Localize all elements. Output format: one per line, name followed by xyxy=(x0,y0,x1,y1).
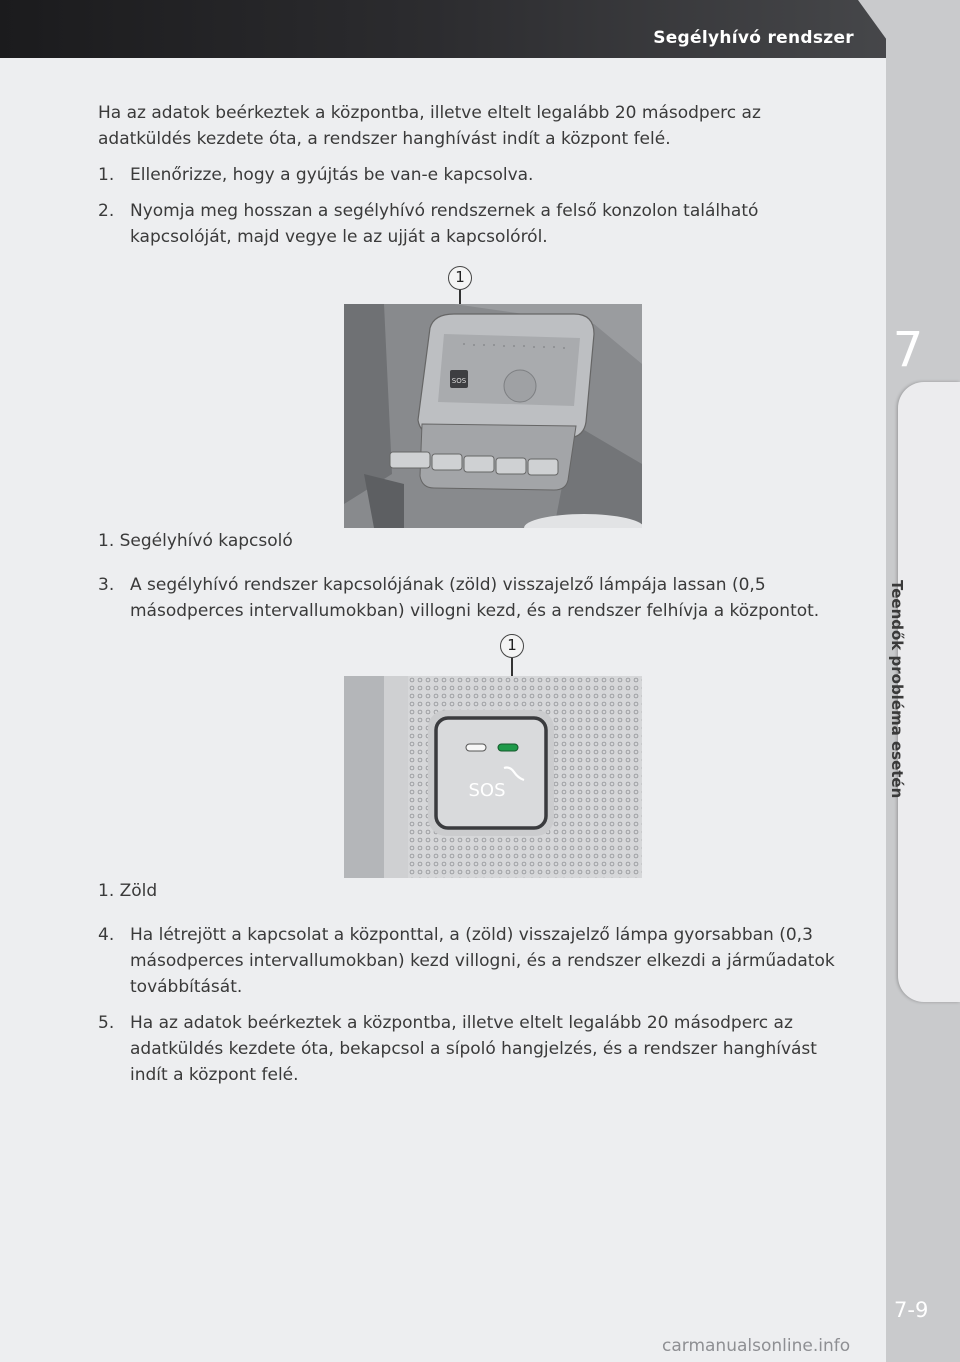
callout-1: 1 xyxy=(448,266,472,290)
section-title: Segélyhívó rendszer xyxy=(653,28,854,48)
step-2 xyxy=(98,198,858,250)
step-number: 2. xyxy=(98,201,115,221)
watermark: carmanualsonline.info xyxy=(662,1336,851,1356)
step-number: 5. xyxy=(98,1013,115,1033)
step-4 xyxy=(98,922,858,1000)
overhead-console-figure xyxy=(344,266,642,528)
step-3 xyxy=(98,572,858,624)
step-text: Ha létrejött a kapcsolat a központtal, a (zöld) visszajelző lámpa gyorsabban (0,3 másodperces intervallumokban) kezd villogni, és a rendszer elkezdi a járműadatok továbbítását. xyxy=(130,925,835,997)
chapter-tab xyxy=(898,382,960,1002)
overhead-console-illustration xyxy=(344,304,642,528)
step-1 xyxy=(98,162,858,188)
header-corner xyxy=(858,0,900,58)
main-content xyxy=(98,100,858,1098)
svg-text:SOS: SOS xyxy=(451,377,467,385)
chapter-title: Teendők probléma esetén xyxy=(888,580,906,799)
callout-1: 1 xyxy=(500,634,524,658)
page-header xyxy=(0,0,960,58)
figure2-caption: 1. Zöld xyxy=(98,881,158,901)
sos-label: SOS xyxy=(468,780,506,801)
step-number: 4. xyxy=(98,925,115,945)
step-text: Nyomja meg hosszan a segélyhívó rendszernek a felső konzolon található kapcsolóját, majd vegye le az ujját a kapcsolóról. xyxy=(130,201,759,247)
chapter-number: 7 xyxy=(892,322,924,378)
figure1-caption: 1. Segélyhívó kapcsoló xyxy=(98,531,293,551)
step-5 xyxy=(98,1010,858,1088)
page-number: 7-9 xyxy=(894,1298,929,1322)
step-text: Ellenőrizze, hogy a gyújtás be van-e kapcsolva. xyxy=(130,165,534,185)
step-number: 3. xyxy=(98,575,115,595)
sos-switch-figure xyxy=(344,634,642,878)
step-number: 1. xyxy=(98,165,115,185)
sos-switch-illustration xyxy=(344,676,642,878)
step-text: Ha az adatok beérkeztek a központba, illetve eltelt legalább 20 másodperc az adatküldés kezdete óta, bekapcsol a sípoló hangjelzés, és a rendszer hanghívást indít a központ felé. xyxy=(130,1013,817,1085)
step-text: A segélyhívó rendszer kapcsolójának (zöld) visszajelző lámpája lassan (0,5 másodperces intervallumokban) villogni kezd, és a rendszer felhívja a központot. xyxy=(130,575,820,621)
intro-paragraph: Ha az adatok beérkeztek a központba, illetve eltelt legalább 20 másodperc az adatküldés kezdete óta, a rendszer hanghívást indít a központ felé. xyxy=(98,103,761,149)
